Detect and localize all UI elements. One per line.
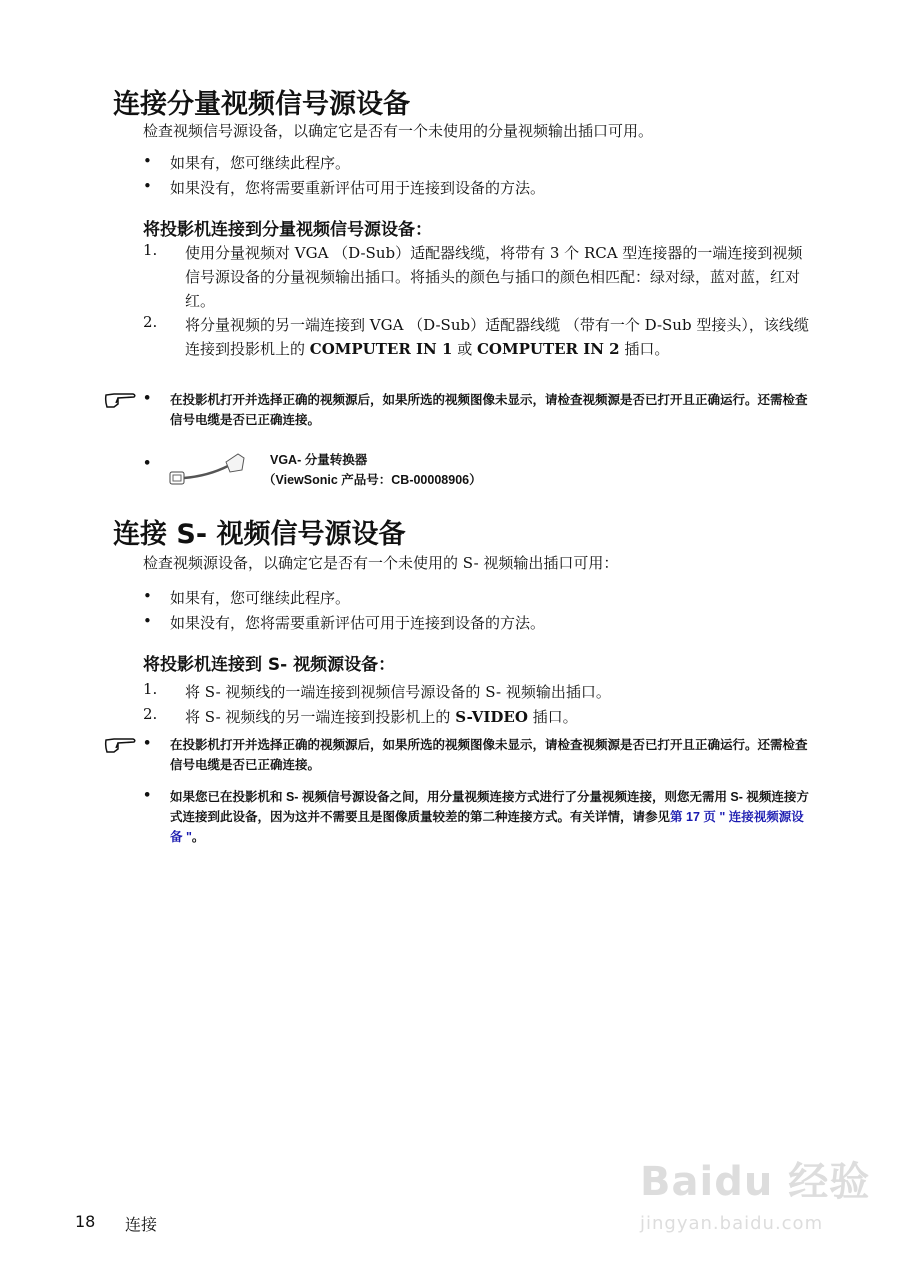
step-number: 1.	[143, 680, 158, 698]
baidu-watermark	[640, 1150, 870, 1234]
bullet-text: 如果没有，您将需要重新评估可用于连接到设备的方法。	[170, 614, 546, 632]
section-intro: 检查视频信号源设备，以确定它是否有一个未使用的分量视频输出插口可用。	[143, 122, 654, 140]
section-title-component: 连接分量视频信号源设备	[113, 89, 410, 120]
footer-section: 连接	[125, 1215, 158, 1234]
step-text: 将 S- 视频线的一端连接到视频信号源设备的 S- 视频输出插口。	[185, 683, 611, 701]
pointing-hand-icon	[104, 392, 138, 410]
step-text: 使用分量视频对 VGA （D-Sub）适配器线缆，将带有 3 个 RCA 型连接器的一端连接到视频信号源设备的分量视频输出插口。将插头的颜色与插口的颜色相匹配：绿对绿，蓝对蓝，红对红。	[185, 244, 803, 310]
step-text-part: 将分量视频的另一端连接到 VGA （D-Sub）适配器线缆 （带有一个 D-Sub 型接头），该线缆连接到投影机上的	[185, 316, 809, 358]
bullet-dot: •	[143, 587, 152, 605]
watermark-url: jingyan.baidu.com	[640, 1213, 824, 1234]
bullet-dot: •	[143, 456, 152, 471]
step-number: 2.	[143, 313, 158, 331]
vga-component-adapter-image	[168, 452, 248, 488]
bullet-dot: •	[143, 736, 152, 751]
bullet-dot: •	[143, 152, 152, 170]
note-text: 在投影机打开并选择正确的视频源后，如果所选的视频图像未显示，请检查视频源是否已打开且正确运行。还需检查信号电缆是否已正确连接。	[170, 738, 808, 772]
step-number: 1.	[143, 241, 158, 259]
adapter-part-number: （ViewSonic 产品号：CB-00008906）	[263, 473, 482, 487]
bullet-dot: •	[143, 612, 152, 630]
pointing-hand-icon	[104, 737, 138, 755]
subsection-title: 将投影机连接到 S- 视频源设备：	[143, 655, 396, 675]
bullet-text: 如果有，您可继续此程序。	[170, 154, 351, 172]
note-text: 在投影机打开并选择正确的视频源后，如果所选的视频图像未显示，请检查视频源是否已打开且正确运行。还需检查信号电缆是否已正确连接。	[170, 393, 808, 427]
page-number: 18	[75, 1212, 96, 1231]
step-text-part: 或	[452, 340, 477, 358]
note-text-part: 如果您已在投影机和 S- 视频信号源设备之间，用分量视频连接方式进行了分量视频连接，则您无需用 S- 视频连接方式连接到此设备，因为这并不需要且是图像质量较差的第二种连接方式。有关详情，请参见	[170, 790, 809, 824]
adapter-name: VGA- 分量转换器	[270, 453, 368, 467]
bullet-dot: •	[143, 391, 152, 406]
step-text-part: 插口。	[619, 340, 670, 358]
page-reference-link[interactable]: 第 17 页 " 连接视频源设备 "	[170, 810, 804, 844]
port-label: COMPUTER IN 2	[476, 340, 620, 358]
note-text-part: 。	[191, 830, 205, 844]
bullet-dot: •	[143, 177, 152, 195]
section-intro: 检查视频源设备，以确定它是否有一个未使用的 S- 视频输出插口可用：	[143, 554, 619, 572]
watermark-brand: Baidu 经验	[640, 1159, 871, 1205]
step-text-part: 将 S- 视频线的另一端连接到投影机上的	[185, 708, 456, 726]
bullet-text: 如果有，您可继续此程序。	[170, 589, 351, 607]
step-text	[185, 705, 810, 729]
step-text-part: 插口。	[527, 708, 578, 726]
bullet-dot: •	[143, 788, 152, 803]
port-label: COMPUTER IN 1	[309, 340, 453, 358]
step-number: 2.	[143, 705, 158, 723]
step-text	[185, 313, 810, 361]
port-label: S-VIDEO	[455, 708, 528, 726]
bullet-text: 如果没有，您将需要重新评估可用于连接到设备的方法。	[170, 179, 546, 197]
note-text	[170, 787, 810, 847]
subsection-title: 将投影机连接到分量视频信号源设备：	[143, 220, 432, 240]
section-title-svideo: 连接 S- 视频信号源设备	[113, 519, 406, 550]
